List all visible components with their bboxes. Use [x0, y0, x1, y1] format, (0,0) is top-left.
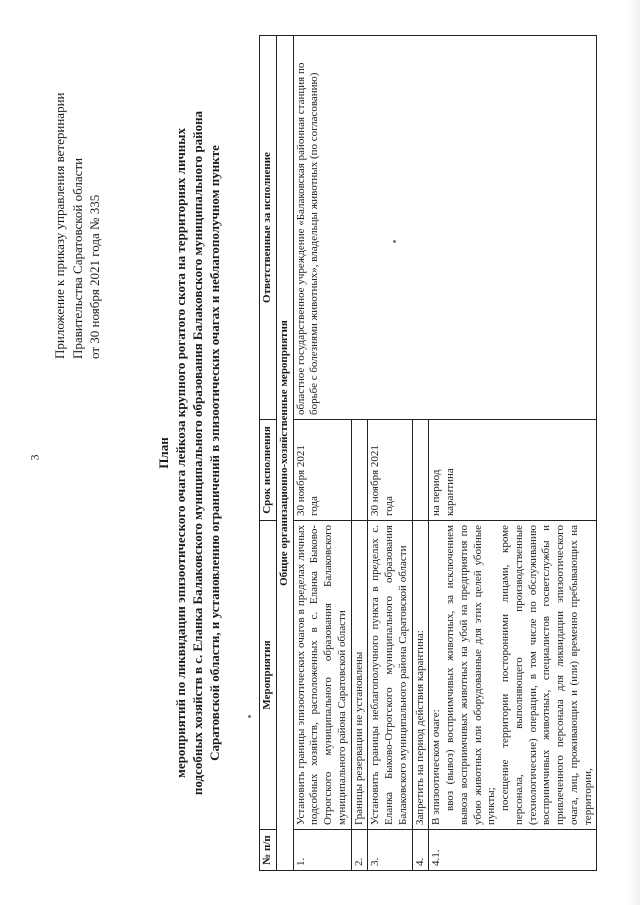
document-title: [155, 23, 224, 883]
header-num: № п/п: [260, 830, 277, 871]
row-responsible: областное государственное учреждение «Балаковская районная станция по борьбе с болезнями животных», владельцы животных (по согласованию): [293, 36, 597, 420]
row-term: на период карантина: [429, 420, 597, 521]
row-term: 30 ноября 2021 года: [293, 420, 351, 521]
section-row: [276, 36, 293, 871]
header-activity: Мероприятия: [260, 521, 277, 830]
header-responsible: Ответственные за исполнение: [260, 36, 277, 420]
row-num: 3.: [368, 830, 412, 871]
row-num: 4.: [412, 830, 429, 871]
page-number: 3: [27, 454, 42, 461]
row-activity-line: ввоз (вывоз) восприимчивых животных, за исключением вывоза восприимчивых животных на убой на предприятия по убою животных или оборудованные для этих целей убойные пункты;: [444, 525, 498, 825]
row-term: 30 ноября 2021 года: [368, 420, 412, 521]
row-activity-multi: [429, 521, 597, 830]
row-activity: Границы резервации не установлены: [351, 521, 368, 830]
row-term: [351, 420, 368, 521]
title-heading: План: [156, 437, 171, 469]
appendix-block: [51, 29, 104, 359]
row-activity: Установить границы неблагополучного пункта в пределах с. Еланка Быково-Отрогского муниципального образования Балаковского муниципального района Саратовской области: [368, 521, 412, 830]
scan-edge: [626, 0, 640, 905]
scan-speck: [248, 715, 251, 718]
header-term: Срок исполнения: [260, 420, 277, 521]
row-term: [412, 420, 429, 521]
table-header-row: [260, 36, 277, 871]
table-row: [293, 36, 351, 871]
appendix-line-3: от 30 ноября 2021 года № 335: [87, 194, 103, 359]
row-activity: Запретить на период действия карантина:: [412, 521, 429, 830]
title-line-1: мероприятий по ликвидации эпизоотического очага лейкоза крупного рогатого скота на территориях личных: [173, 128, 189, 778]
row-activity-line: посещение территории посторонними лицами, кроме персонала, выполняющего производственные (технологические) операции, в том числе по обслуживанию восприимчивых животных, специалистов госветслужбы и привлеченного персонала для ликвидации эпизоотического очага, лиц, проживающих и (или) временно пребывающих на территории,: [499, 525, 594, 825]
document-page: [43, 23, 603, 883]
appendix-line-1: Приложение к приказу управления ветеринарии: [52, 92, 67, 359]
row-activity: Установить границы эпизоотических очагов в пределах личных подсобных хозяйств, расположенных в с. Еланка Быково-Отрогского муниципального образования Балаковского муниципального района Саратовской области: [293, 521, 351, 830]
row-num: 1.: [293, 830, 351, 871]
appendix-line-2: Правительства Саратовской области: [69, 157, 85, 359]
row-num: 2.: [351, 830, 368, 871]
title-line-3: Саратовской области, и установлению ограничений в эпизоотических очагах и неблагополучном пункте: [207, 145, 223, 761]
title-line-2: подсобных хозяйств в с. Еланка Балаковского муниципального образования Балаковского муниципального района: [190, 110, 206, 796]
scan-speck: [393, 240, 396, 243]
plan-table: [259, 35, 597, 871]
section-title: Общие организационно-хозяйственные мероприятия: [276, 36, 293, 871]
row-activity-line: В эпизоотическом очаге:: [430, 709, 443, 825]
row-num: 4.1.: [429, 830, 597, 871]
